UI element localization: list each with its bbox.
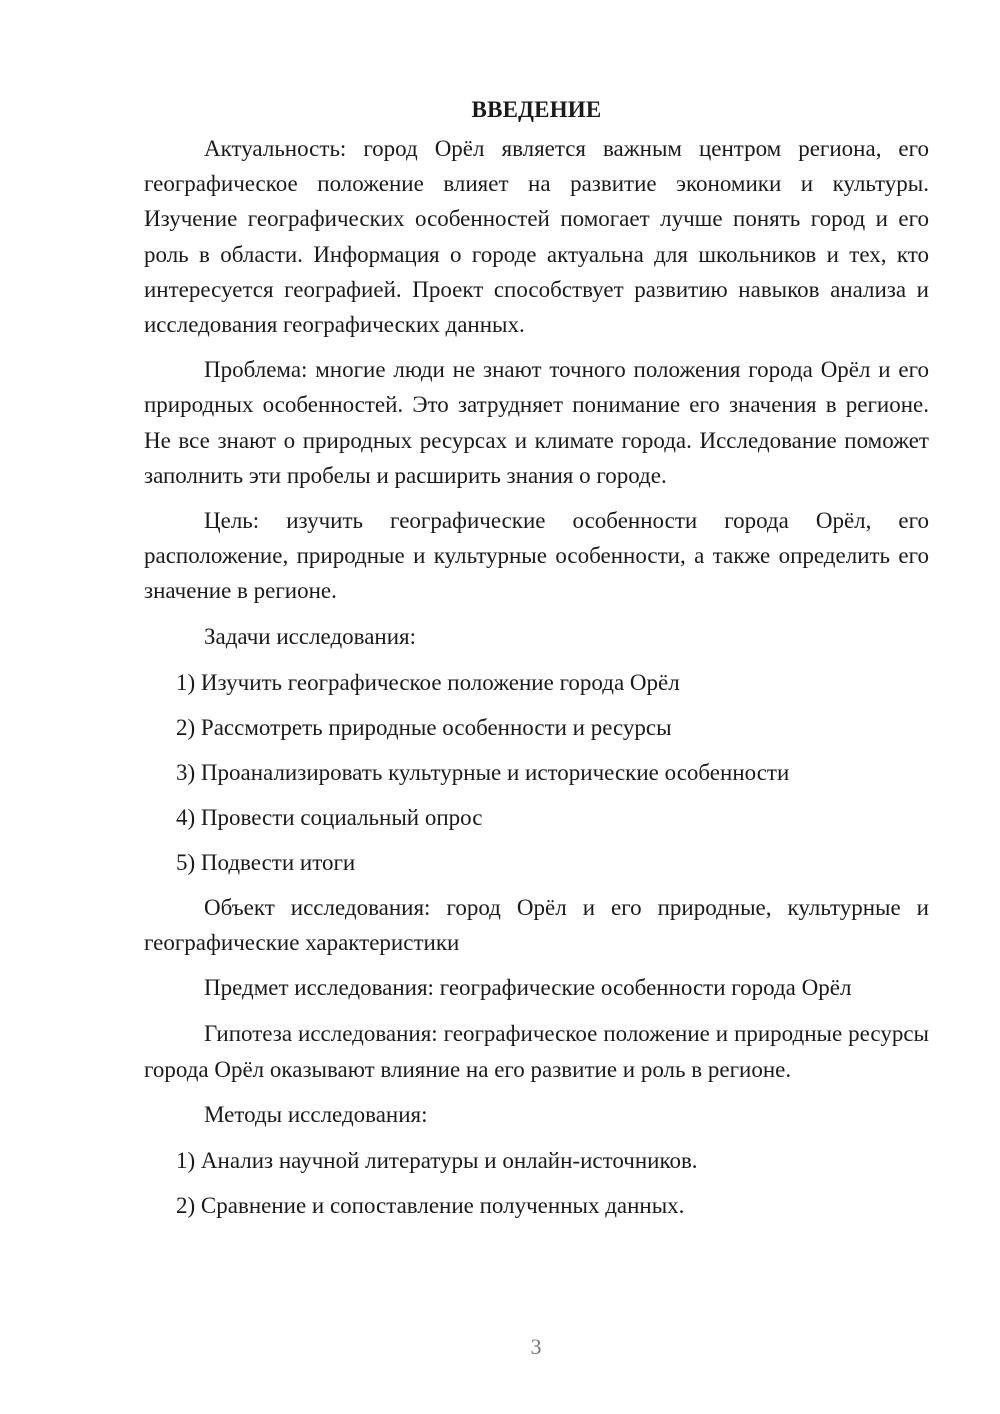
object-paragraph: Объект исследования: город Орёл и его природные, культурные и географические характеристики [144, 894, 929, 956]
tasks-title: Задачи исследования: [204, 623, 417, 649]
method-item: 1) Анализ научной литературы и онлайн-источников. [176, 1148, 698, 1174]
task-item: 2) Рассмотреть природные особенности и ресурсы [176, 714, 672, 740]
hypothesis-paragraph: Гипотеза исследования: географическое положение и природные ресурсы города Орёл оказывают влияние на его развитие и роль в регионе. [144, 1021, 929, 1082]
method-item: 2) Сравнение и сопоставление полученных данных. [176, 1193, 685, 1219]
relevance-paragraph: Актуальность: город Орёл является важным центром региона, его географическое положение влияет на развитие экономики и культуры. Изучение географических особенностей помогает лучше понять город и его роль в области. Информация о городе актуальна для школьников и тех, кто интересуется географией. Проект способствует развитию навыков анализа и исследования географических данных. [144, 136, 929, 338]
methods-title: Методы исследования: [204, 1101, 428, 1127]
subject-paragraph: Предмет исследования: географические особенности города Орёл [204, 975, 852, 1001]
problem-paragraph: Проблема: многие люди не знают точного положения города Орёл и его природных особенностей. Это затрудняет понимание его значения в регионе. Не все знают о природных ресурсах и климате города. Исследование поможет заполнить эти пробелы и расширить знания о городе. [144, 357, 929, 488]
page-number: 3 [530, 1334, 542, 1359]
task-item: 3) Проанализировать культурные и исторические особенности [176, 759, 790, 785]
goal-paragraph: Цель: изучить географические особенности города Орёл, его расположение, природные и культурные особенности, а также определить его значение в регионе. [144, 508, 929, 604]
task-item: 4) Провести социальный опрос [176, 804, 483, 830]
task-item: 1) Изучить географическое положение города Орёл [176, 669, 680, 695]
page-content [144, 92, 929, 1233]
page-heading: ВВЕДЕНИЕ [471, 97, 602, 122]
task-item: 5) Подвести итоги [176, 849, 356, 875]
